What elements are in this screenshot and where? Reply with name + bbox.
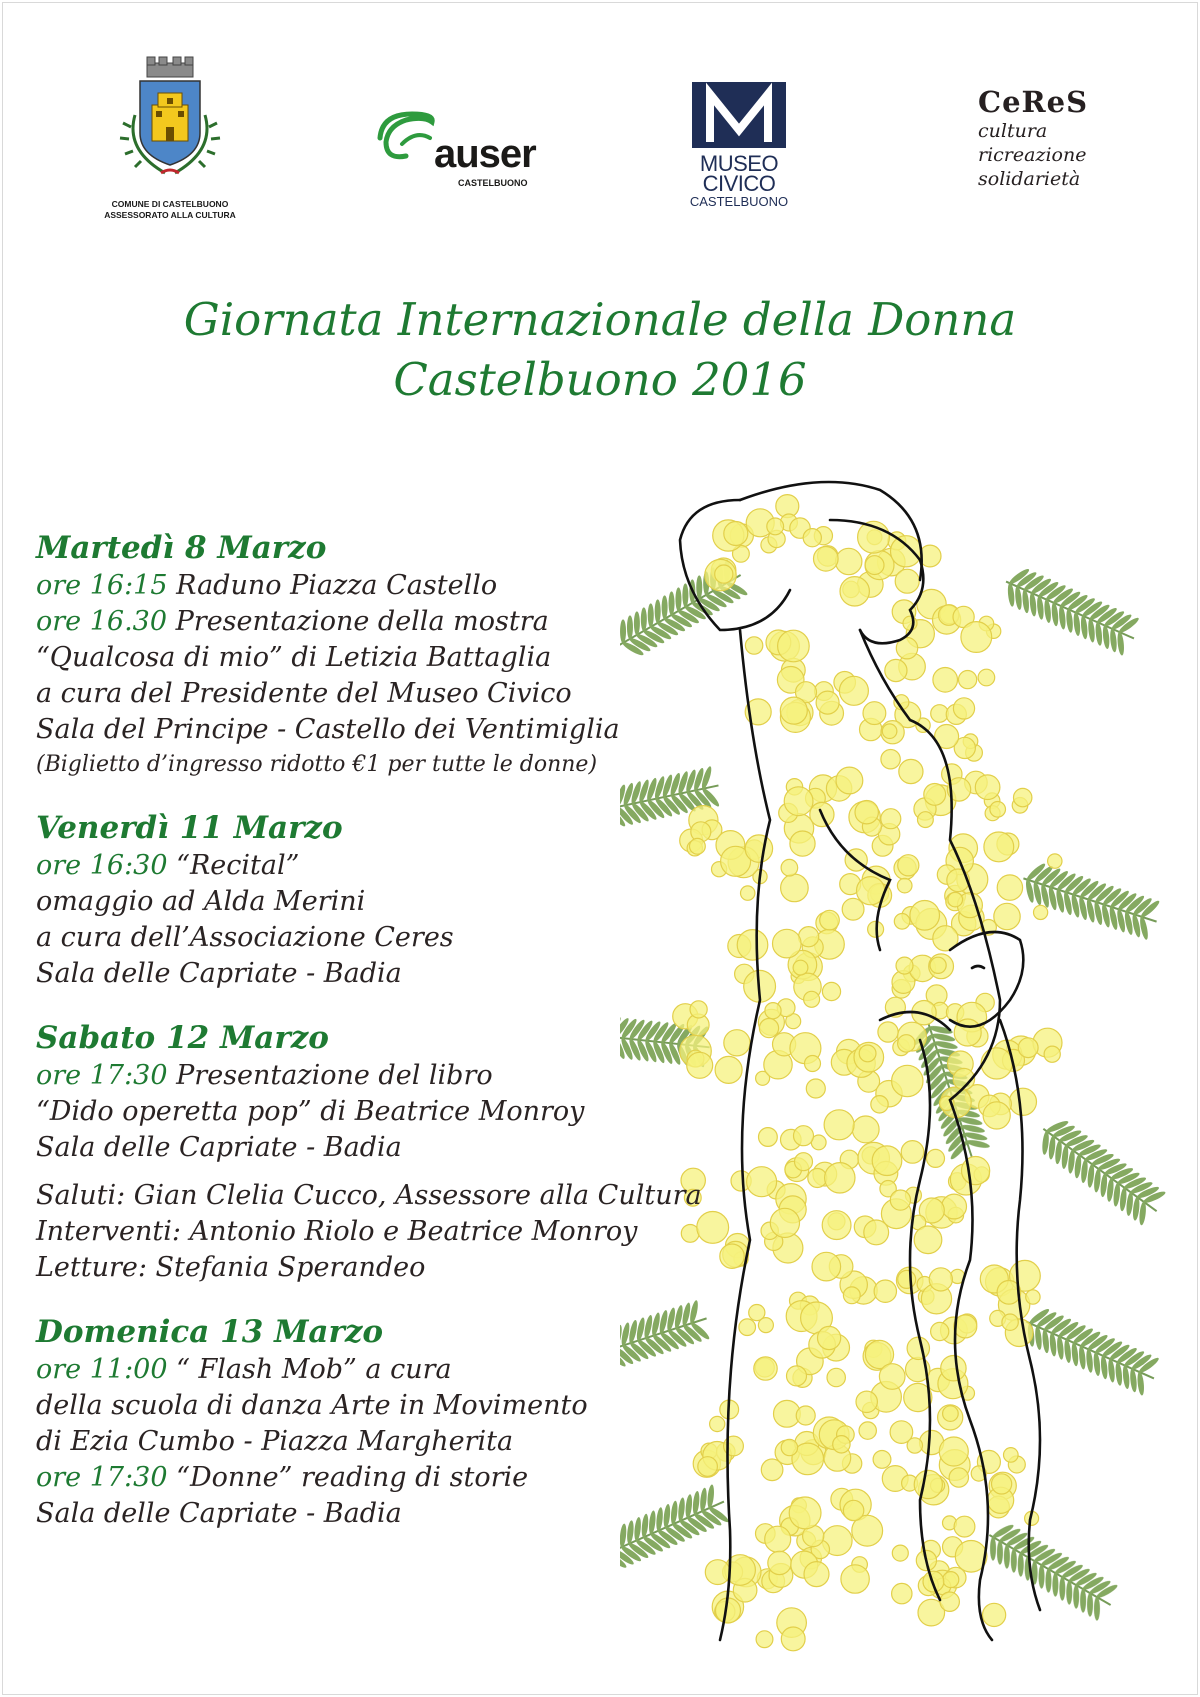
auser-sub: CASTELBUONO (458, 178, 528, 188)
mimosa-bloom (794, 1126, 814, 1146)
mimosa-bloom (984, 832, 1014, 862)
mimosa-bloom (773, 929, 802, 958)
comune-logo (95, 55, 245, 230)
event-text: Raduno Piazza Castello (176, 570, 498, 601)
mimosa-bloom (822, 1211, 851, 1240)
mimosa-bloom (898, 1270, 916, 1288)
mimosa-bloom (1034, 905, 1048, 919)
mimosa-bloom (907, 1438, 922, 1453)
mimosa-bloom (871, 1096, 888, 1113)
mimosa-bloom (767, 518, 784, 535)
mimosa-bloom (981, 1048, 1012, 1079)
event-detail: omaggio ad Alda Merini (36, 886, 366, 917)
mimosa-bloom (770, 1208, 799, 1237)
event-line (36, 1460, 756, 1496)
mimosa-bloom (781, 859, 798, 876)
mimosa-bloom (943, 1572, 959, 1588)
event-time: ore 11:00 (36, 1354, 168, 1385)
mimosa-bloom (992, 1474, 1012, 1494)
event-text: Presentazione della mostra (175, 606, 549, 637)
mimosa-bloom (765, 1526, 791, 1552)
mimosa-bloom (1014, 788, 1032, 806)
mimosa-bloom (805, 1056, 821, 1072)
mimosa-bloom (1048, 854, 1062, 868)
mimosa-bloom (781, 874, 809, 902)
mimosa-bloom (1018, 1038, 1038, 1058)
mimosa-bloom (878, 1022, 898, 1042)
mimosa-bloom (954, 1516, 975, 1537)
event-detail: Interventi: Antonio Riolo e Beatrice Monroy (36, 1216, 638, 1247)
mimosa-bloom (761, 1459, 783, 1481)
mimosa-bloom (790, 831, 815, 856)
mimosa-bloom (959, 671, 977, 689)
mimosa-bloom (943, 1406, 959, 1422)
mimosa-bloom (896, 957, 913, 974)
mimosa-bloom (941, 1356, 966, 1381)
mimosa-bloom (997, 875, 1022, 900)
mimosa-bloom (975, 775, 1000, 800)
mimosa-bloom (892, 1583, 912, 1603)
mimosa-bloom (793, 960, 808, 975)
mimosa-bloom (892, 1545, 908, 1561)
event-detail: a cura del Presidente del Museo Civico (36, 678, 572, 709)
auser-name: auser (434, 132, 536, 176)
mimosa-bloom (873, 1451, 891, 1469)
mimosa-bloom (806, 1079, 825, 1098)
day-sabato (36, 1018, 756, 1286)
mimosa-bloom (863, 702, 886, 725)
mimosa-bloom (843, 1500, 863, 1520)
mimosa-bloom (924, 784, 946, 806)
mimosa-bloom (804, 1562, 829, 1587)
mimosa-bloom (907, 1337, 929, 1359)
mimosa-bloom (901, 1141, 924, 1164)
mimosa-bloom (827, 1368, 845, 1386)
day-heading: Sabato 12 Marzo (36, 1020, 329, 1056)
mimosa-bloom (1009, 1088, 1036, 1115)
mimosa-bloom (990, 802, 1006, 818)
ceres-word-3: solidarietà (978, 168, 1081, 190)
mimosa-bloom (765, 1003, 781, 1019)
mimosa-bloom (852, 1116, 879, 1143)
museo-m-icon (684, 80, 794, 150)
event-text: “Donne” reading di storie (176, 1462, 529, 1493)
mimosa-bloom (843, 1287, 860, 1304)
mimosa-bloom (879, 1364, 905, 1390)
event-time: ore 17:30 (36, 1060, 168, 1091)
mimosa-bloom (759, 1019, 778, 1038)
event-location: Sala delle Capriate - Badia (36, 1498, 402, 1529)
fern-frond (1017, 1302, 1163, 1399)
museo-line1: MUSEO (699, 151, 779, 176)
mimosa-bloom (705, 1560, 730, 1585)
mimosa-bloom (784, 787, 813, 816)
mimosa-bloom (796, 1406, 815, 1425)
mimosa-bloom (795, 1153, 813, 1171)
comune-dept: ASSESSORATO ALLA CULTURA (104, 210, 236, 220)
mimosa-bloom (856, 1391, 877, 1412)
mimosa-bloom (953, 698, 974, 719)
mimosa-bloom (820, 910, 840, 930)
mimosa-bloom (914, 1470, 942, 1498)
event-detail: Letture: Stefania Sperandeo (36, 1252, 426, 1283)
poster-subtitle: Castelbuono 2016 (393, 353, 807, 406)
mimosa-bloom (758, 1318, 773, 1333)
event-location: di Ezia Cumbo - Piazza Margherita (36, 1426, 514, 1457)
day-venerdi (36, 808, 756, 992)
mimosa-bloom (874, 1280, 896, 1302)
mimosa-bloom (1004, 1448, 1019, 1463)
day-domenica (36, 1312, 756, 1532)
mimosa-bloom (816, 691, 839, 714)
fern-frond (1017, 858, 1164, 943)
museo-logo (684, 80, 794, 215)
mimosa-bloom (781, 1627, 805, 1651)
mimosa-bloom (895, 569, 919, 593)
mimosa-bloom (839, 676, 868, 705)
event-text: “ Flash Mob” a cura (176, 1354, 452, 1385)
fern-frond (1031, 1111, 1170, 1229)
mimosa-bloom (961, 622, 992, 653)
day-heading: Domenica 13 Marzo (36, 1314, 384, 1350)
event-detail: Saluti: Gian Clelia Cucco, Assessore alla Cultura (36, 1180, 702, 1211)
mimosa-bloom (892, 1065, 923, 1096)
mimosa-bloom (948, 892, 963, 907)
mimosa-bloom (894, 914, 910, 930)
coat-of-arms-icon (95, 55, 245, 195)
day-martedi (36, 528, 756, 782)
event-detail: “Qualcosa di mio” di Letizia Battaglia (36, 642, 552, 673)
mimosa-bloom (897, 878, 912, 893)
mimosa-bloom (939, 1437, 968, 1466)
event-detail: a cura dell’Associazione Ceres (36, 922, 454, 953)
mimosa-bloom (864, 1220, 889, 1245)
event-line (36, 1352, 756, 1388)
mimosa-bloom (918, 812, 934, 828)
mimosa-bloom (754, 1357, 777, 1380)
mimosa-bloom (882, 724, 897, 739)
mimosa-bloom (814, 547, 839, 572)
event-line (36, 848, 756, 884)
event-text: Presentazione del libro (176, 1060, 493, 1091)
mimosa-bloom (930, 957, 946, 973)
mimosa-bloom (898, 1035, 915, 1052)
museo-line3: CASTELBUONO (689, 194, 789, 209)
mimosa-bloom (914, 1226, 942, 1254)
fern-frond (997, 562, 1143, 659)
event-time: ore 16:15 (36, 570, 168, 601)
mimosa-bloom (891, 536, 922, 567)
ceres-word-1: cultura (978, 120, 1048, 142)
mimosa-bloom (836, 548, 862, 574)
event-text: “Recital” (176, 850, 300, 881)
ceres-brand: CeReS (978, 85, 1089, 119)
mimosa-bloom (780, 697, 807, 724)
mimosa-bloom (825, 1163, 855, 1193)
mimosa-bloom (759, 1128, 778, 1147)
mimosa-bloom (872, 1146, 902, 1176)
mimosa-bloom (983, 1603, 1006, 1626)
mimosa-bloom (836, 767, 863, 794)
mimosa-bloom (840, 577, 869, 606)
event-time: ore 16:30 (36, 850, 168, 881)
mimosa-bloom (859, 1045, 876, 1062)
mimosa-bloom (781, 1439, 797, 1455)
mimosa-bloom (1026, 1290, 1040, 1304)
mimosa-bloom (881, 750, 900, 769)
mimosa-bloom (994, 903, 1020, 929)
mimosa-bloom (778, 630, 810, 662)
mimosa-bloom (933, 668, 958, 693)
ticket-note: (Biglietto d’ingresso ridotto €1 per tutte le donne) (36, 752, 598, 777)
mimosa-bloom (903, 616, 917, 630)
mimosa-bloom (940, 1592, 959, 1611)
mimosa-bloom (804, 991, 820, 1007)
event-location: Sala delle Capriate - Badia (36, 1132, 402, 1163)
auser-logo (372, 108, 552, 188)
poster-title: Giornata Internazionale della Donna (183, 293, 1017, 346)
mimosa-bloom (885, 659, 907, 681)
event-time: ore 16.30 (36, 606, 168, 637)
mimosa-bloom (942, 1194, 967, 1219)
program-list (36, 528, 756, 1532)
ceres-word-2: ricreazione (978, 144, 1087, 166)
mimosa-bloom (824, 1110, 854, 1140)
mimosa-bloom (756, 1631, 773, 1648)
event-line (36, 568, 756, 604)
mimosa-bloom (808, 1169, 827, 1188)
mimosa-bloom (841, 1565, 869, 1593)
mimosa-bloom (865, 556, 884, 575)
day-heading: Martedì 8 Marzo (36, 530, 327, 566)
event-location: Sala delle Capriate - Badia (36, 958, 402, 989)
mimosa-bloom (927, 1149, 945, 1167)
event-detail: “Dido operetta pop” di Beatrice Monroy (36, 1096, 585, 1127)
event-line (36, 1058, 756, 1094)
museo-line2: CIVICO (702, 171, 776, 196)
mimosa-bloom (978, 669, 995, 686)
day-heading: Venerdì 11 Marzo (36, 810, 343, 846)
mimosa-bloom (812, 1252, 841, 1281)
mimosa-bloom (1002, 1314, 1018, 1330)
mimosa-bloom (949, 1468, 968, 1487)
mimosa-bloom (833, 1436, 850, 1453)
mimosa-bloom (910, 901, 940, 931)
mimosa-bloom (881, 809, 901, 829)
mimosa-bloom (931, 1322, 949, 1340)
mimosa-bloom (818, 1326, 841, 1349)
mimosa-bloom (983, 1102, 1010, 1129)
mimosa-bloom (787, 1366, 807, 1386)
ceres-logo (978, 85, 1098, 215)
mimosa-bloom (859, 1422, 876, 1439)
event-location: Sala del Principe - Castello dei Ventimiglia (36, 714, 620, 745)
event-time: ore 17:30 (36, 1462, 168, 1493)
mimosa-bloom (1044, 1046, 1060, 1062)
comune-name: COMUNE DI CASTELBUONO (111, 199, 229, 209)
mimosa-bloom (929, 1268, 952, 1291)
mimosa-bloom (768, 1551, 791, 1574)
mimosa-bloom (803, 529, 821, 547)
mimosa-bloom (822, 982, 840, 1000)
mimosa-bloom (789, 1497, 821, 1529)
mimosa-bloom (899, 759, 923, 783)
event-line (36, 604, 756, 640)
mimosa-bloom (898, 855, 919, 876)
event-detail: della scuola di danza Arte in Movimento (36, 1390, 588, 1421)
mimosa-bloom (855, 801, 878, 824)
mimosa-bloom (890, 1190, 910, 1210)
